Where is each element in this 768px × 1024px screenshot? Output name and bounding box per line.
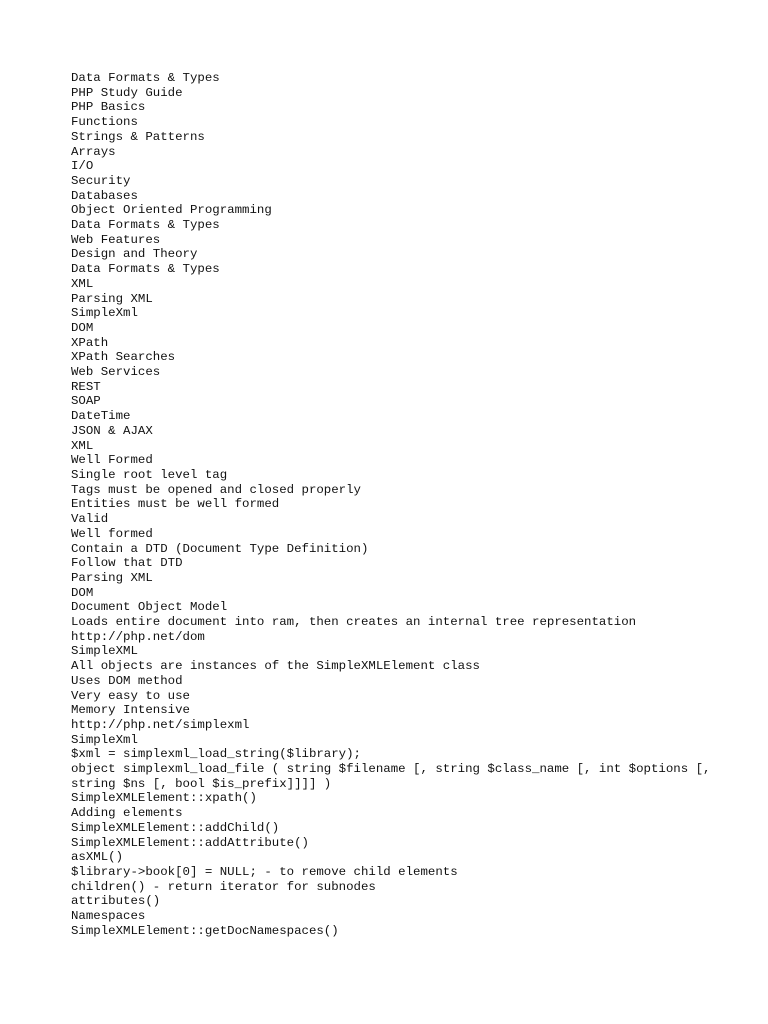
text-line: Databases	[71, 188, 138, 203]
text-line: PHP Study Guide	[71, 85, 183, 100]
text-line: Arrays	[71, 144, 116, 159]
text-line: http://php.net/dom	[71, 629, 205, 644]
text-line: SimpleXMLElement::addChild()	[71, 820, 280, 835]
text-line: Strings & Patterns	[71, 129, 205, 144]
text-line: Web Services	[71, 365, 161, 380]
text-line: SimpleXml	[71, 306, 138, 321]
document-page	[71, 71, 731, 938]
text-line: XPath Searches	[71, 350, 176, 365]
text-line: Document Object Model	[71, 600, 228, 615]
text-line: DateTime	[71, 409, 131, 424]
text-line: Design and Theory	[71, 247, 198, 262]
text-line: Functions	[71, 115, 138, 130]
text-line: attributes()	[71, 894, 161, 909]
text-line: Follow that DTD	[71, 556, 183, 571]
text-line: SimpleXMLElement::addAttribute()	[71, 835, 309, 850]
text-line: Security	[71, 173, 131, 188]
text-line: SimpleXml	[71, 732, 138, 747]
text-line: Parsing XML	[71, 570, 153, 585]
text-line: Data Formats & Types	[71, 218, 220, 233]
text-line: Adding elements	[71, 806, 183, 821]
text-line: XML	[71, 276, 94, 291]
text-line: Entities must be well formed	[71, 497, 280, 512]
text-line: $xml = simplexml_load_string($library);	[71, 747, 361, 762]
text-line: PHP Basics	[71, 100, 146, 115]
text-line: Memory Intensive	[71, 703, 190, 718]
text-line: JSON & AJAX	[71, 423, 153, 438]
text-line: SOAP	[71, 394, 101, 409]
text-line: children() - return iterator for subnodes	[71, 879, 376, 894]
text-line: REST	[71, 379, 101, 394]
text-line: DOM	[71, 585, 94, 600]
text-line: I/O	[71, 159, 94, 174]
text-line: Loads entire document into ram, then creates an internal tree representation	[71, 615, 637, 630]
text-line: object simplexml_load_file ( string $filename [, string $class_name [, int $options [, string $ns [, bool $is_prefix]]]] )	[71, 762, 718, 791]
text-line: All objects are instances of the SimpleXMLElement class	[71, 659, 480, 674]
text-line: Tags must be opened and closed properly	[71, 482, 361, 497]
text-line: XPath	[71, 335, 109, 350]
text-line: http://php.net/simplexml	[71, 717, 250, 732]
text-line: XML	[71, 438, 94, 453]
text-line: $library->book[0] = NULL; - to remove child elements	[71, 864, 458, 879]
text-line: Web Features	[71, 232, 161, 247]
text-line: SimpleXMLElement::xpath()	[71, 791, 257, 806]
text-line: Data Formats & Types	[71, 71, 220, 85]
text-line: Data Formats & Types	[71, 262, 220, 277]
text-line: asXML()	[71, 850, 124, 865]
text-line: SimpleXMLElement::getDocNamespaces()	[71, 923, 339, 938]
text-line: Very easy to use	[71, 688, 190, 703]
text-line: Object Oriented Programming	[71, 203, 272, 218]
text-line: Uses DOM method	[71, 673, 183, 688]
text-line: Well Formed	[71, 453, 153, 468]
text-line: Contain a DTD (Document Type Definition)	[71, 541, 369, 556]
text-line: Namespaces	[71, 909, 146, 924]
text-line: SimpleXML	[71, 644, 138, 659]
text-line: Single root level tag	[71, 467, 228, 482]
text-line: Valid	[71, 512, 109, 527]
text-line: Parsing XML	[71, 291, 153, 306]
text-line: DOM	[71, 320, 94, 335]
text-line: Well formed	[71, 526, 153, 541]
